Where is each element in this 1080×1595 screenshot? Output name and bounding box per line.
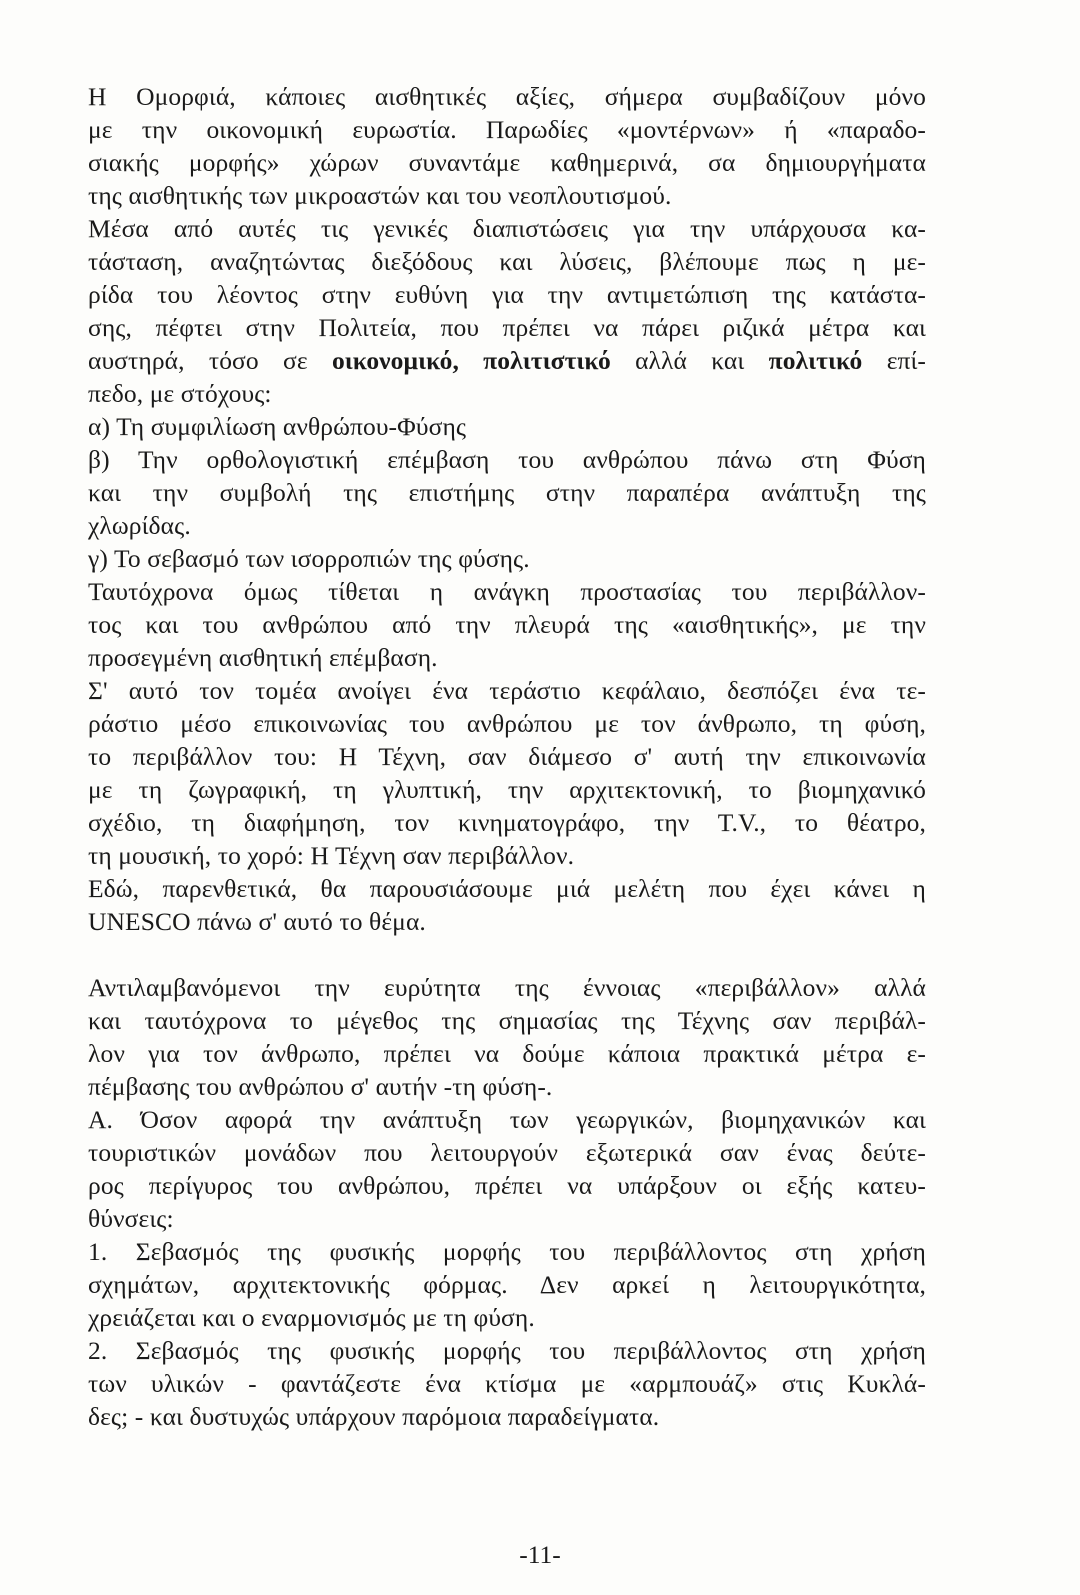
- text-line: το περιβάλλον του: Η Τέχνη, σαν διάμεσο σ' αυτή την επικοινωνία: [88, 742, 926, 771]
- text-line: θύνσεις:: [88, 1204, 174, 1233]
- text-line: τος και του ανθρώπου από την πλευρά της «αισθητικής», με την: [88, 610, 926, 639]
- text-segment: αλλά και: [610, 346, 769, 375]
- text-line: Ταυτόχρονα όμως τίθεται η ανάγκη προστασίας του περιβάλλον-: [88, 577, 926, 606]
- text-line: τη μουσική, το χορό: Η Τέχνη σαν περιβάλλον.: [88, 841, 575, 870]
- text-line: ρίδα του λέοντος στην ευθύνη για την αντιμετώπιση της κατάστα-: [88, 280, 926, 309]
- text-line: Μέσα από αυτές τις γενικές διαπιστώσεις για την υπάρχουσα κα-: [88, 214, 926, 243]
- text-line: και την συμβολή της επιστήμης στην παραπέρα ανάπτυξη της: [88, 478, 926, 507]
- text-line: Σ' αυτό τον τομέα ανοίγει ένα τεράστιο κεφάλαιο, δεσπόζει ένα τε-: [88, 676, 926, 705]
- text-line: σης, πέφτει στην Πολιτεία, που πρέπει να πάρει ριζικά μέτρα και: [88, 313, 926, 342]
- body-text: [88, 80, 926, 1433]
- text-line: [88, 344, 926, 377]
- text-line: τάσταση, αναζητώντας διεξόδους και λύσεις, βλέπουμε πως η με-: [88, 247, 926, 276]
- text-line: UNESCO πάνω σ' αυτό το θέμα.: [88, 907, 426, 936]
- text-line: τουριστικών μονάδων που λειτουργούν εξωτερικά σαν ένας δεύτε-: [88, 1138, 926, 1167]
- text-line: β) Την ορθολογιστική επέμβαση του ανθρώπου πάνω στη Φύση: [88, 445, 926, 474]
- text-line: Αντιλαμβανόμενοι την ευρύτητα της έννοιας «περιβάλλον» αλλά: [88, 973, 926, 1002]
- text-line: 2. Σεβασμός της φυσικής μορφής του περιβάλλοντος στη χρήση: [88, 1336, 926, 1365]
- text-line: πεδο, με στόχους:: [88, 379, 272, 408]
- text-line: με τη ζωγραφική, τη γλυπτική, την αρχιτεκτονική, το βιομηχανικό: [88, 775, 926, 804]
- blank-line: [88, 938, 926, 971]
- text-line: χλωρίδας.: [88, 511, 191, 540]
- text-line: πέμβασης του ανθρώπου σ' αυτήν -τη φύση-.: [88, 1072, 553, 1101]
- text-line: Α. Όσον αφορά την ανάπτυξη των γεωργικών, βιομηχανικών και: [88, 1105, 926, 1134]
- text-line: Εδώ, παρενθετικά, θα παρουσιάσουμε μιά μελέτη που έχει κάνει η: [88, 874, 926, 903]
- text-line: των υλικών - φαντάζεστε ένα κτίσμα με «αρμπουάζ» στις Κυκλά-: [88, 1369, 926, 1398]
- page-number: -11-: [519, 1540, 561, 1569]
- text-line: ρος περίγυρος του ανθρώπου, πρέπει να υπάρξουν οι εξής κατευ-: [88, 1171, 926, 1200]
- bold-text: οικονομικό, πολιτιστικό: [331, 346, 611, 375]
- text-line: λον για τον άνθρωπο, πρέπει να δούμε κάποια πρακτικά μέτρα ε-: [88, 1039, 926, 1068]
- text-line: σχέδιο, τη διαφήμηση, τον κινηματογράφο, την Τ.V., το θέατρο,: [88, 808, 926, 837]
- text-line: προσεγμένη αισθητική επέμβαση.: [88, 643, 438, 672]
- text-line: α) Τη συμφιλίωση ανθρώπου-Φύσης: [88, 412, 467, 441]
- text-line: χρειάζεται και ο εναρμονισμός με τη φύση.: [88, 1303, 535, 1332]
- text-line: της αισθητικής των μικροαστών και του νεοπλουτισμού.: [88, 181, 672, 210]
- text-line: σχημάτων, αρχιτεκτονικής φόρμας. Δεν αρκεί η λειτουργικότητα,: [88, 1270, 926, 1299]
- text-line: Η Ομορφιά, κάποιες αισθητικές αξίες, σήμερα συμβαδίζουν μόνο: [88, 82, 926, 111]
- text-line: με την οικονομική ευρωστία. Παρωδίες «μοντέρνων» ή «παραδο-: [88, 115, 926, 144]
- bold-text: πολιτικό: [768, 346, 863, 375]
- text-line: δες; - και δυστυχώς υπάρχουν παρόμοια παραδείγματα.: [88, 1402, 660, 1431]
- text-line: και ταυτόχρονα το μέγεθος της σημασίας της Τέχνης σαν περιβάλ-: [88, 1006, 926, 1035]
- text-line: σιακής μορφής» χώρων συναντάμε καθημερινά, σα δημιουργήματα: [88, 148, 926, 177]
- text-line: 1. Σεβασμός της φυσικής μορφής του περιβάλλοντος στη χρήση: [88, 1237, 926, 1266]
- text-line: γ) Το σεβασμό των ισορροπιών της φύσης.: [88, 544, 530, 573]
- text-line: ράστιο μέσο επικοινωνίας του ανθρώπου με τον άνθρωπο, τη φύση,: [88, 709, 926, 738]
- text-segment: αυστηρά, τόσο σε: [88, 346, 332, 375]
- text-segment: επί-: [862, 346, 927, 375]
